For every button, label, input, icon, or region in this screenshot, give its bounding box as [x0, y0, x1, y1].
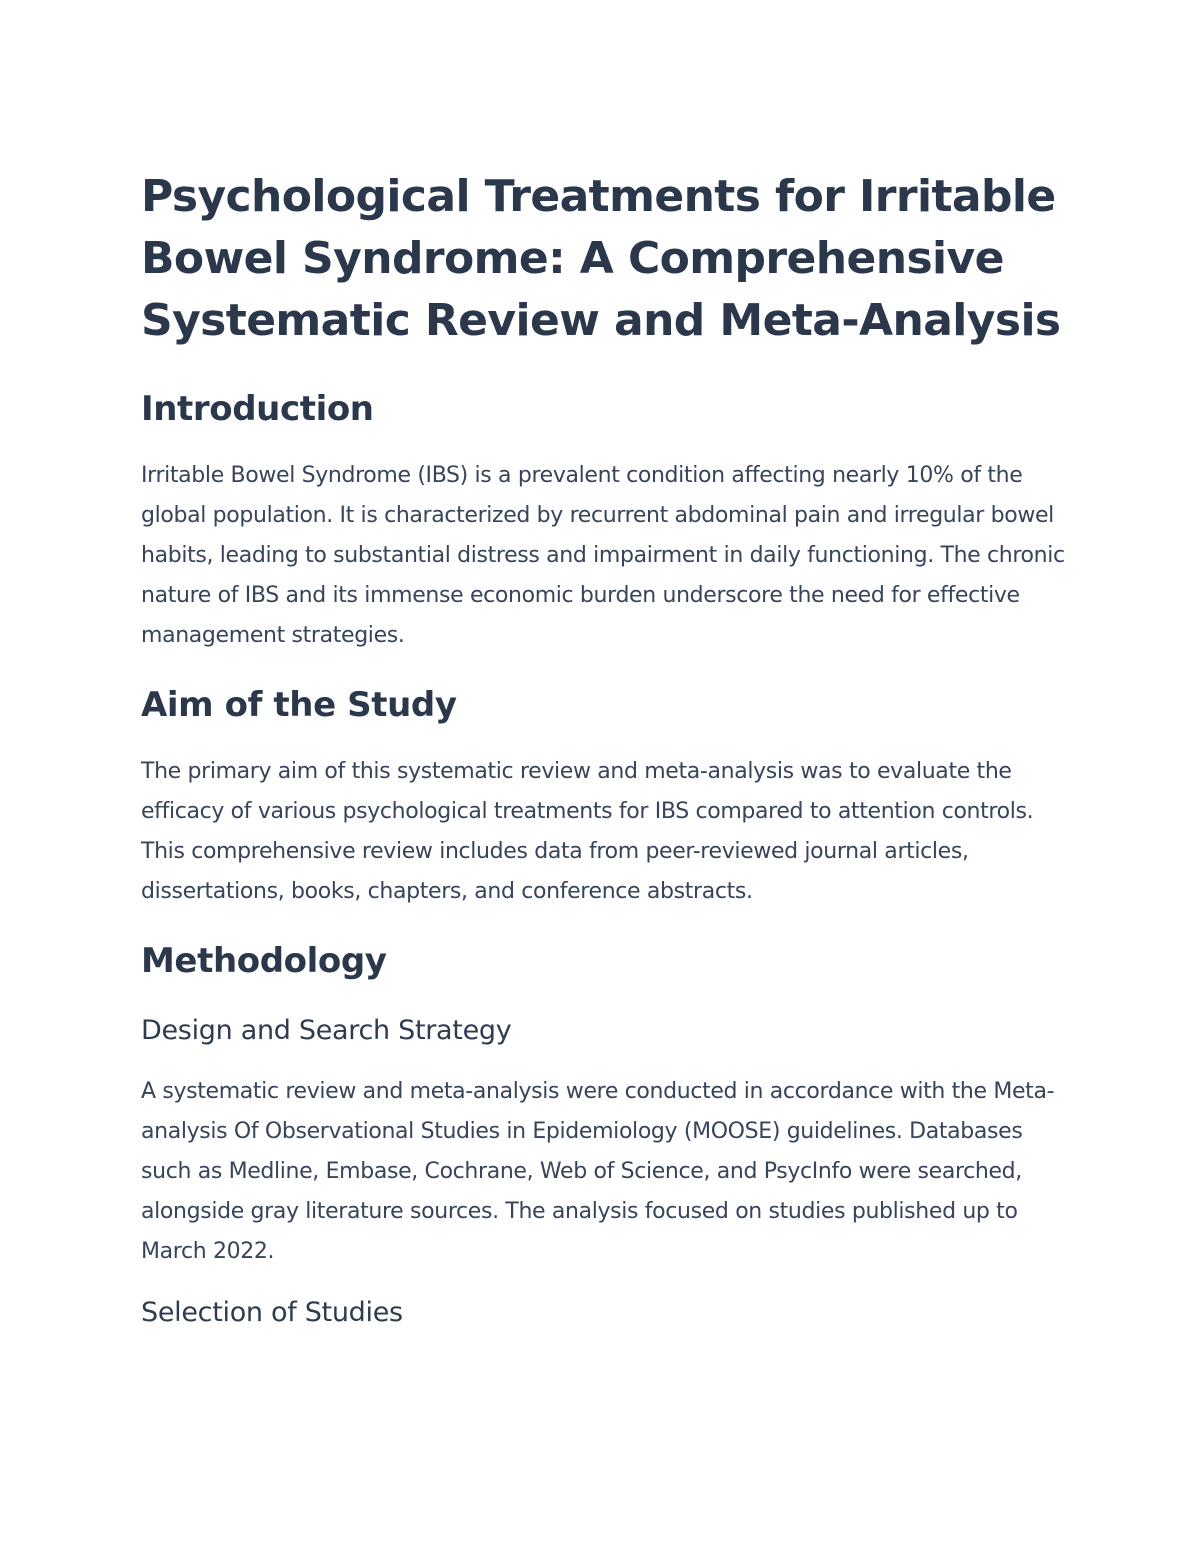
document-page [141, 166, 1071, 1332]
section-body-introduction: Irritable Bowel Syndrome (IBS) is a prevalent condition affecting nearly 10% of the global population. It is characterized by recurrent abdominal pain and irregular bowel habits, leading to substantial distress and impairment in daily functioning. The chronic nature of IBS and its immense economic burden underscore the need for effective management strategies. [141, 463, 1065, 648]
section-heading-methodology: Methodology [141, 941, 387, 981]
subsection-heading-design: Design and Search Strategy [141, 1015, 512, 1046]
section-heading-aim: Aim of the Study [141, 685, 457, 725]
document-title: Psychological Treatments for Irritable Bowel Syndrome: A Comprehensive Systematic Review and Meta-Analysis [141, 171, 1061, 346]
section-body-aim: The primary aim of this systematic review and meta-analysis was to evaluate the efficacy of various psychological treatments for IBS compared to attention controls. This comprehensive review includes data from peer-reviewed journal articles, dissertations, books, chapters, and conference abstracts. [141, 759, 1034, 904]
section-heading-introduction: Introduction [141, 389, 374, 429]
subsection-body-design: A systematic review and meta-analysis were conducted in accordance with the Meta-analysis Of Observational Studies in Epidemiology (MOOSE) guidelines. Databases such as Medline, Embase, Cochrane, Web of Science, and PsycInfo were searched, alongside gray literature sources. The analysis focused on studies published up to March 2022. [141, 1079, 1055, 1264]
subsection-heading-selection: Selection of Studies [141, 1297, 403, 1328]
